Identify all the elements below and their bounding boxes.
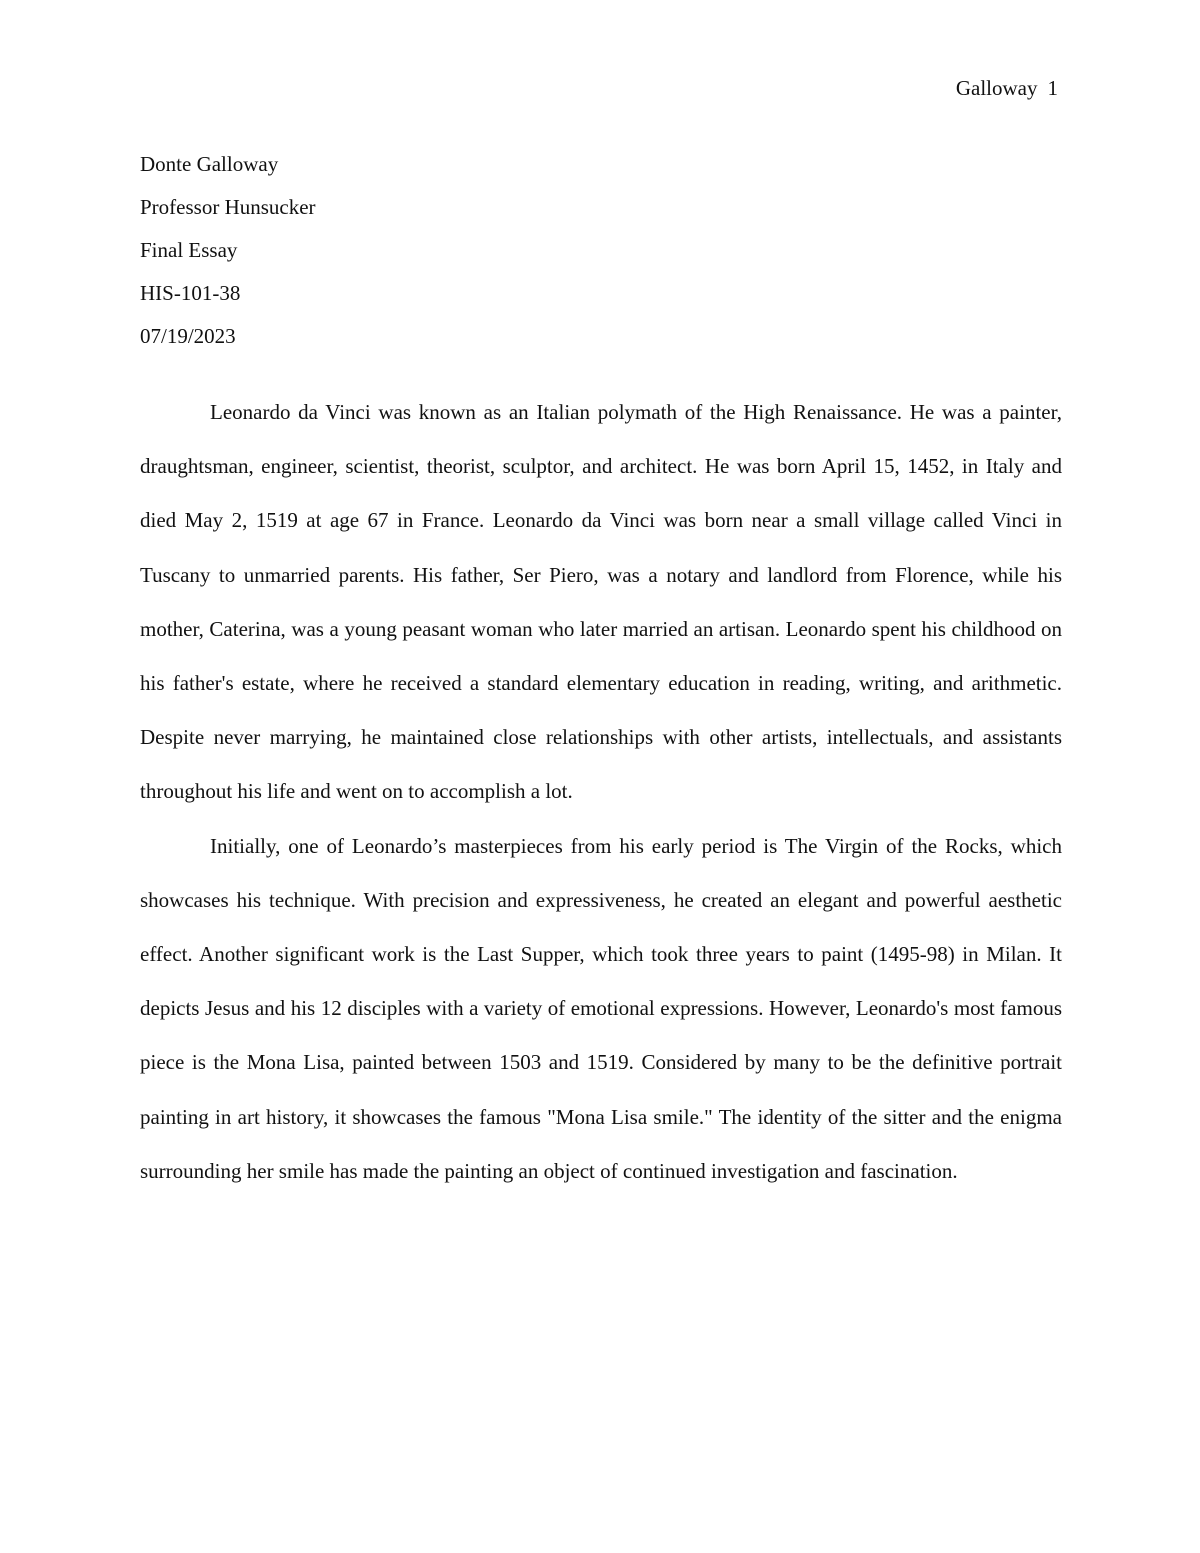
professor-name: Professor Hunsucker bbox=[140, 195, 316, 219]
paragraph-2: Initially, one of Leonardo’s masterpieces from his early period is The Virgin of the Rocks, which showcases his technique. With precision and expressiveness, he created an elegant and powerful aesthetic effect. Another significant work is the Last Supper, which took three years to paint (1495-98) in Milan. It depicts Jesus and his 12 disciples with a variety of emotional expressions. However, Leonardo's most famous piece is the Mona Lisa, painted between 1503 and 1519. Considered by many to be the definitive portrait painting in art history, it showcases the famous "Mona Lisa smile." The identity of the sitter and the enigma surrounding her smile has made the painting an object of continued investigation and fascination. bbox=[140, 833, 1062, 1183]
mla-heading bbox=[140, 143, 1060, 358]
essay-body bbox=[140, 385, 1062, 1198]
running-head-name: Galloway bbox=[955, 76, 1038, 100]
assignment-title: Final Essay bbox=[140, 238, 238, 262]
running-head bbox=[956, 74, 1058, 102]
page-number: 1 bbox=[1047, 76, 1058, 100]
course-code: HIS-101-38 bbox=[140, 281, 241, 305]
student-name: Donte Galloway bbox=[140, 152, 279, 176]
essay-date: 07/19/2023 bbox=[140, 324, 236, 348]
paragraph-1: Leonardo da Vinci was known as an Italian polymath of the High Renaissance. He was a painter, draughtsman, engineer, scientist, theorist, sculptor, and architect. He was born April 15, 1452, in Italy and died May 2, 1519 at age 67 in France. Leonardo da Vinci was born near a small village called Vinci in Tuscany to unmarried parents. His father, Ser Piero, was a notary and landlord from Florence, while his mother, Caterina, was a young peasant woman who later married an artisan. Leonardo spent his childhood on his father's estate, where he received a standard elementary education in reading, writing, and arithmetic. Despite never marrying, he maintained close relationships with other artists, intellectuals, and assistants throughout his life and went on to accomplish a lot. bbox=[140, 400, 1062, 804]
